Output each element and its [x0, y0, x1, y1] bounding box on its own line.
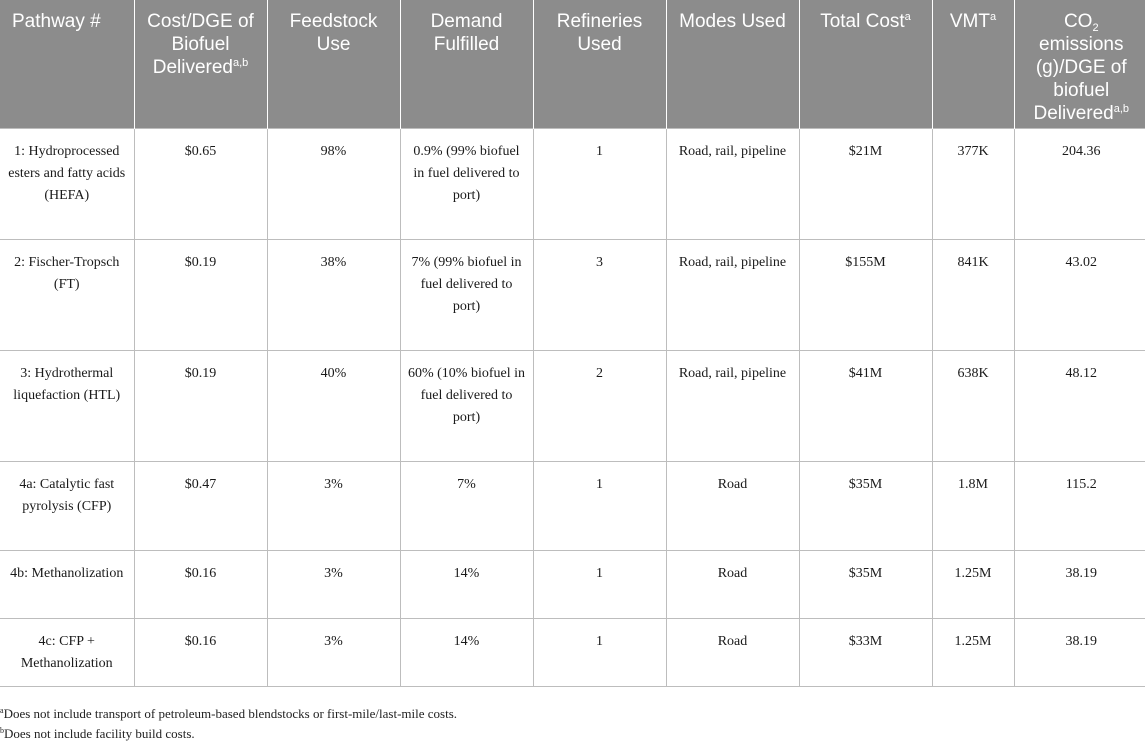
cell-cost: $0.19	[134, 350, 267, 461]
cell-vmt: 1.25M	[932, 550, 1014, 618]
cell-modes: Road	[666, 461, 799, 550]
cell-total-cost: $41M	[799, 350, 932, 461]
cell-refineries: 1	[533, 550, 666, 618]
cell-demand: 14%	[400, 550, 533, 618]
cell-feedstock: 38%	[267, 239, 400, 350]
header-row	[0, 0, 1145, 128]
cell-vmt: 1.8M	[932, 461, 1014, 550]
cell-total-cost: $155M	[799, 239, 932, 350]
footnote-b: $^b$Does not include facility build costs.	[0, 726, 195, 741]
cell-cost: $0.65	[134, 128, 267, 239]
cell-modes: Road, rail, pipeline	[666, 128, 799, 239]
cell-modes: Road	[666, 618, 799, 686]
table-footnotes	[0, 704, 457, 744]
header-total-cost: Total Cost$^a$	[799, 0, 932, 128]
cell-co2: 115.2	[1014, 461, 1145, 550]
cell-vmt: 638K	[932, 350, 1014, 461]
table-row	[0, 618, 1145, 686]
cell-pathway: 4c: CFP + Methanolization	[0, 618, 134, 686]
table-row	[0, 461, 1145, 550]
cell-cost: $0.16	[134, 550, 267, 618]
cell-refineries: 1	[533, 618, 666, 686]
cell-pathway: 2: Fischer-Tropsch (FT)	[0, 239, 134, 350]
table-row	[0, 550, 1145, 618]
cell-co2: 43.02	[1014, 239, 1145, 350]
cell-cost: $0.47	[134, 461, 267, 550]
cell-modes: Road, rail, pipeline	[666, 350, 799, 461]
header-vmt: VMT$^a$	[932, 0, 1014, 128]
cell-feedstock: 40%	[267, 350, 400, 461]
header-refineries-used: Refineries Used	[533, 0, 666, 128]
cell-demand: 7% (99% biofuel in fuel delivered to port)	[400, 239, 533, 350]
header-modes-used: Modes Used	[666, 0, 799, 128]
header-cost-per-dge: Cost/DGE of Biofuel Delivered$^{a,b}$	[134, 0, 267, 128]
cell-co2: 48.12	[1014, 350, 1145, 461]
header-demand-fulfilled: Demand Fulfilled	[400, 0, 533, 128]
cell-cost: $0.19	[134, 239, 267, 350]
table-row	[0, 350, 1145, 461]
cell-demand: 60% (10% biofuel in fuel delivered to port)	[400, 350, 533, 461]
cell-total-cost: $33M	[799, 618, 932, 686]
cell-total-cost: $35M	[799, 461, 932, 550]
cell-refineries: 3	[533, 239, 666, 350]
cell-co2: 38.19	[1014, 550, 1145, 618]
cell-vmt: 1.25M	[932, 618, 1014, 686]
cell-pathway: 4b: Methanolization	[0, 550, 134, 618]
cell-vmt: 377K	[932, 128, 1014, 239]
cell-co2: 204.36	[1014, 128, 1145, 239]
cell-feedstock: 98%	[267, 128, 400, 239]
cell-total-cost: $21M	[799, 128, 932, 239]
cell-pathway: 3: Hydrothermal liquefaction (HTL)	[0, 350, 134, 461]
cell-refineries: 1	[533, 128, 666, 239]
cell-feedstock: 3%	[267, 461, 400, 550]
header-co2-emissions: $CO_2$ emissions (g)/DGE of biofuel Delivered$^{a,b}$	[1014, 0, 1145, 128]
cell-cost: $0.16	[134, 618, 267, 686]
cell-feedstock: 3%	[267, 618, 400, 686]
header-feedstock-use: Feedstock Use	[267, 0, 400, 128]
cell-refineries: 1	[533, 461, 666, 550]
table-row	[0, 128, 1145, 239]
cell-modes: Road, rail, pipeline	[666, 239, 799, 350]
cell-co2: 38.19	[1014, 618, 1145, 686]
cell-refineries: 2	[533, 350, 666, 461]
cell-feedstock: 3%	[267, 550, 400, 618]
cell-demand: 14%	[400, 618, 533, 686]
cell-demand: 0.9% (99% biofuel in fuel delivered to port)	[400, 128, 533, 239]
cell-total-cost: $35M	[799, 550, 932, 618]
cell-pathway: 4a: Catalytic fast pyrolysis (CFP)	[0, 461, 134, 550]
header-pathway: Pathway #	[0, 0, 134, 128]
cell-vmt: 841K	[932, 239, 1014, 350]
footnote-a: $^a$Does not include transport of petroleum-based blendstocks or first-mile/last-mile costs.	[0, 706, 458, 721]
cell-modes: Road	[666, 550, 799, 618]
cell-pathway: 1: Hydroprocessed esters and fatty acids (HEFA)	[0, 128, 134, 239]
table-row	[0, 239, 1145, 350]
cell-demand: 7%	[400, 461, 533, 550]
